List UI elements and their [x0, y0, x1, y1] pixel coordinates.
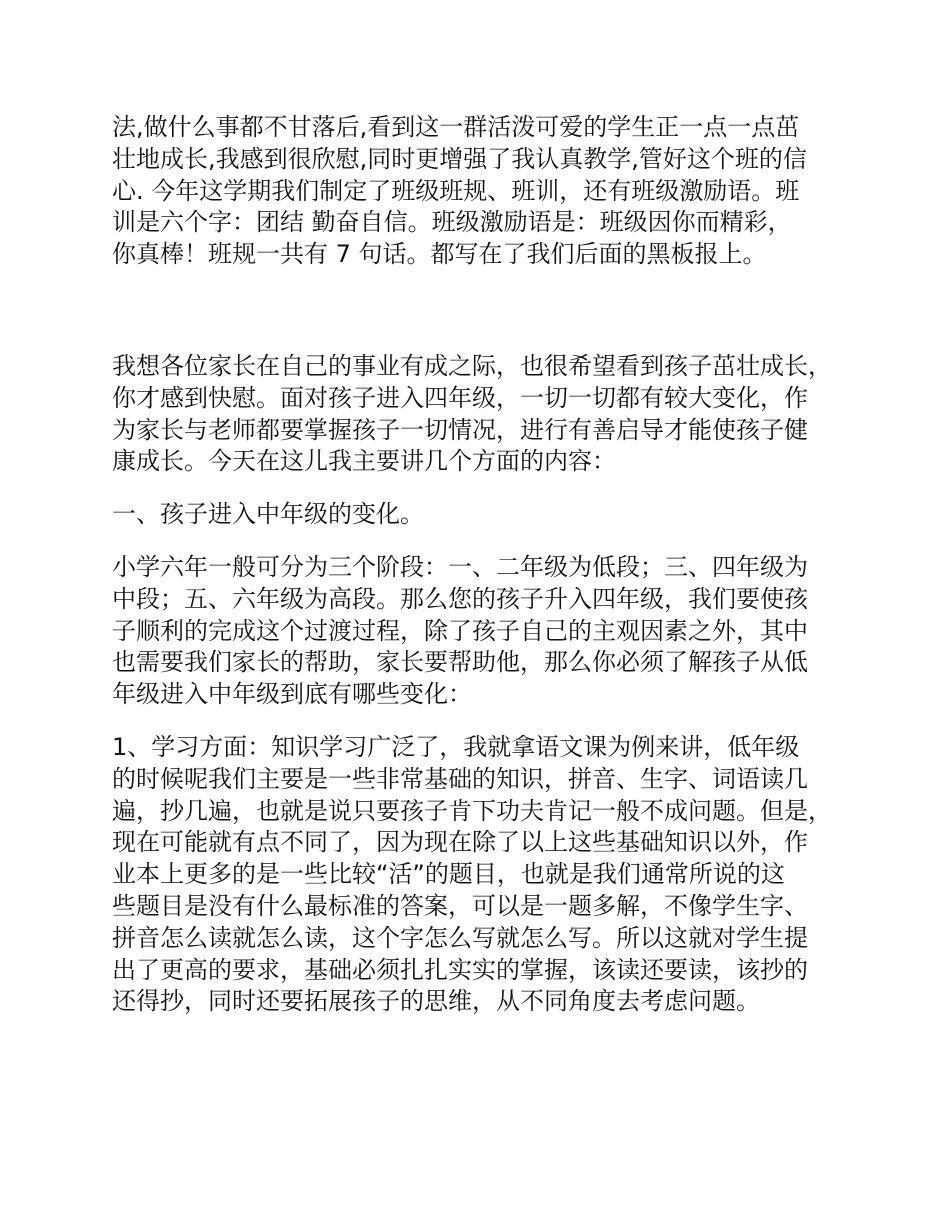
paragraph-parents-hope	[112, 351, 852, 478]
text-line: 我想各位家长在自己的事业有成之际，也很希望看到孩子茁壮成长，	[112, 352, 832, 380]
intro-paragraph	[112, 112, 852, 271]
text-line: 还得抄，同时还要拓展孩子的思维，从不同角度去考虑问题。	[112, 987, 760, 1016]
text-line: 也需要我们家长的帮助，家长要帮助他，那么你必须了解孩子从低	[112, 648, 808, 677]
text-line: 的时候呢我们主要是一些非常基础的知识，拼音、生字、词语读几	[112, 764, 808, 793]
text-line: 你真棒！班规一共有 7 句话。都写在了我们后面的黑板报上。	[112, 240, 767, 269]
paragraph-stages	[112, 552, 852, 711]
text-line: 现在可能就有点不同了，因为现在除了以上这些基础知识以外，作	[112, 828, 808, 857]
text-line: 康成长。今天在这儿我主要讲几个方面的内容：	[112, 447, 616, 476]
text-line: 年级进入中年级到底有哪些变化：	[112, 680, 472, 709]
text-line: 遍，抄几遍，也就是说只要孩子肯下功夫肯记一般不成问题。但是，	[112, 796, 832, 825]
text-line: 业本上更多的是一些比较“活”的题目，也就是我们通常所说的这	[112, 860, 785, 889]
text-line: 些题目是没有什么最标准的答案，可以是一题多解，不像学生字、	[112, 891, 808, 920]
text-line: 子顺利的完成这个过渡过程，除了孩子自己的主观因素之外，其中	[112, 616, 808, 645]
text-line: 壮地成长,我感到很欣慰,同时更增强了我认真教学,管好这个班的信	[112, 144, 807, 173]
body-text	[112, 351, 852, 1018]
text-line: 心. 今年这学期我们制定了班级班规、班训，还有班级激励语。班	[112, 176, 800, 205]
paragraph-learning	[112, 732, 852, 1018]
text-line: 1、学习方面：知识学习广泛了，我就拿语文课为例来讲，低年级	[112, 732, 800, 761]
text-line: 一、孩子进入中年级的变化。	[112, 500, 424, 529]
text-line: 出了更高的要求，基础必须扎扎实实的掌握，该读还要读，该抄的	[112, 955, 808, 984]
text-line: 法,做什么事都不甘落后,看到这一群活泼可爱的学生正一点一点茁	[112, 113, 800, 141]
text-line: 你才感到快慰。面对孩子进入四年级，一切一切都有较大变化，作	[112, 383, 808, 412]
text-line: 训是六个字：团结 勤奋自信。班级激励语是：班级因你而精彩，	[112, 208, 792, 237]
text-line: 中段；五、六年级为高段。那么您的孩子升入四年级，我们要使孩	[112, 584, 808, 613]
text-line: 拼音怎么读就怎么读，这个字怎么写就怎么写。所以这就对学生提	[112, 923, 808, 952]
section-heading	[112, 499, 852, 531]
text-line: 小学六年一般可分为三个阶段：一、二年级为低段；三、四年级为	[112, 552, 808, 581]
text-line: 为家长与老师都要掌握孩子一切情况，进行有善启导才能使孩子健	[112, 415, 808, 444]
